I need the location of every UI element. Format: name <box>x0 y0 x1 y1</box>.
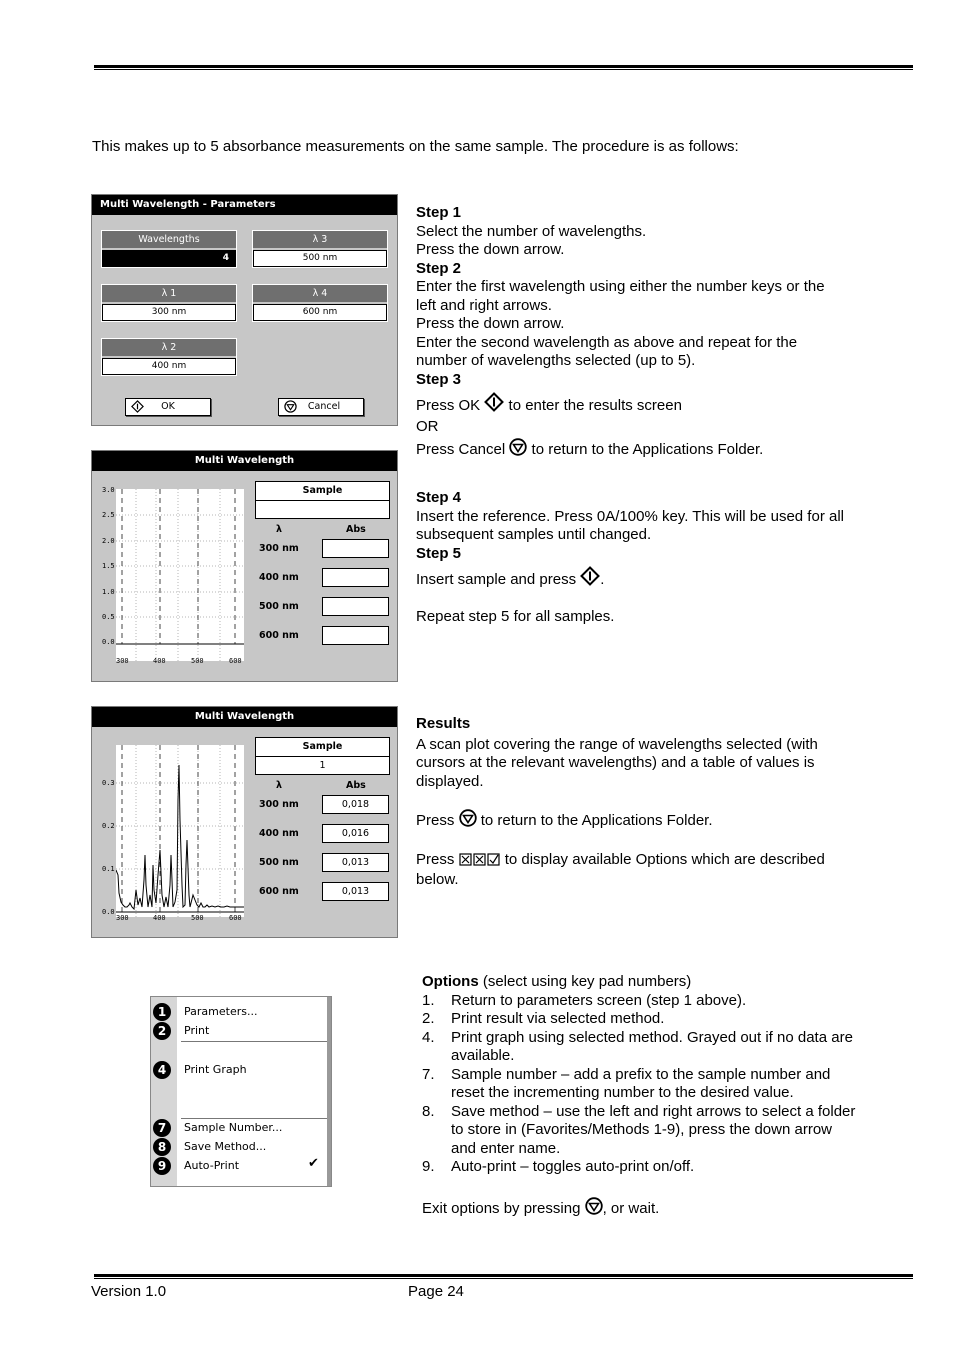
options-item-number: 8. <box>422 1102 435 1120</box>
params-screen-title: Multi Wavelength - Parameters <box>92 195 397 215</box>
cancel-button-label: Cancel <box>307 401 341 412</box>
results-options-pre: Press <box>416 850 455 868</box>
options-list-item <box>422 992 902 1011</box>
results-press-line <box>416 809 896 833</box>
repeat-line: Repeat step 5 for all samples. <box>416 607 615 625</box>
x-tick-label: 600 <box>229 657 242 665</box>
abs-column-header: Abs <box>346 524 366 535</box>
sample-value: 1 <box>319 760 326 771</box>
sample-value-box <box>255 756 390 775</box>
menu-item-parameters[interactable]: Parameters... <box>184 1005 258 1018</box>
menu-number-badge: 9 <box>153 1157 171 1175</box>
options-item-line: Sample number – add a prefix to the sample number and <box>451 1065 831 1083</box>
abs-column-header: Abs <box>346 780 366 791</box>
options-exit-post: , or wait. <box>602 1199 660 1217</box>
lambda1-label: λ 1 <box>102 285 236 302</box>
lambda1-input[interactable]: 300 nm <box>102 304 236 321</box>
y-tick-label: 0.2 <box>102 822 115 830</box>
x-tick-label: 600 <box>229 914 242 922</box>
sample-label: Sample <box>302 741 343 752</box>
menu-item-auto-print[interactable]: Auto-Print <box>184 1159 240 1172</box>
results-line: A scan plot covering the range of wavelengths selected (with <box>416 735 818 753</box>
step4-line: Insert the reference. Press 0A/100% key. This will be used for all <box>416 507 844 525</box>
options-item-number: 9. <box>422 1158 435 1175</box>
steps-4-5-text <box>416 489 896 626</box>
menu-number-badge: 2 <box>153 1022 171 1040</box>
menu-item-print[interactable]: Print <box>184 1024 210 1037</box>
options-checkbox-icon <box>459 853 501 872</box>
step2-title: Step 2 <box>416 259 462 277</box>
footer-page-number: Page 24 <box>408 1283 464 1300</box>
y-tick-label: 3.0 <box>102 486 115 494</box>
sample-label: Sample <box>302 485 343 496</box>
wavelength-label: 500 nm <box>259 601 299 612</box>
step1-title: Step 1 <box>416 204 462 221</box>
results-options-post2: below. <box>416 871 459 888</box>
wavelength-label: 400 nm <box>259 828 299 839</box>
options-item-line: to store in (Favorites/Methods 1-9), press the down arrow <box>451 1121 832 1138</box>
options-item-number: 4. <box>422 1028 435 1046</box>
abs-value-box: 0,016 <box>322 824 389 843</box>
step5-pre: Insert sample and press <box>416 571 577 588</box>
step3-cancel-pre: Press Cancel <box>416 441 506 458</box>
menu-number-badge: 1 <box>153 1003 171 1021</box>
step3-ok-post: to enter the results screen <box>508 397 682 414</box>
footer-rule-thin <box>94 1278 913 1279</box>
step3-or: OR <box>416 417 439 435</box>
menu-number-badge: 4 <box>153 1061 171 1079</box>
scan-plot <box>116 745 244 917</box>
options-item-line: Auto-print – toggles auto-print on/off. <box>451 1158 695 1175</box>
header-rule-thick <box>94 65 913 68</box>
wavelength-label: 600 nm <box>259 630 299 641</box>
y-tick-label: 0.1 <box>102 865 115 873</box>
options-item-number: 1. <box>422 991 435 1009</box>
x-tick-label: 500 <box>191 914 204 922</box>
lambda2-label: λ 2 <box>102 339 236 356</box>
ok-diamond-icon <box>484 392 504 418</box>
results-screen-title: Multi Wavelength <box>92 707 397 727</box>
y-tick-label: 1.0 <box>102 588 115 596</box>
menu-separator <box>181 1118 327 1119</box>
results-line: cursors at the relevant wavelengths) and a table of values is <box>416 754 815 771</box>
lambda2-input[interactable]: 400 nm <box>102 358 236 375</box>
cancel-stop-icon <box>459 809 477 833</box>
y-tick-label: 2.0 <box>102 537 115 545</box>
auto-print-check-icon: ✔ <box>308 1156 319 1171</box>
abs-value-box <box>322 568 389 587</box>
wavelengths-input[interactable]: 4 <box>102 250 236 267</box>
step2-line: Enter the second wavelength as above and repeat for the <box>416 333 798 351</box>
abs-value-box: 0,013 <box>322 853 389 872</box>
lambda4-input[interactable]: 600 nm <box>253 304 387 321</box>
options-list-item <box>422 1066 902 1103</box>
step5-title: Step 5 <box>416 544 462 562</box>
options-list-item <box>422 1010 902 1029</box>
x-tick-label: 500 <box>191 657 204 665</box>
menu-separator <box>181 1041 327 1042</box>
options-item-line: and enter name. <box>451 1139 561 1157</box>
menu-item-sample-number[interactable]: Sample Number... <box>184 1121 283 1134</box>
x-tick-label: 300 <box>116 657 129 665</box>
options-exit-line <box>422 1197 902 1221</box>
x-tick-label: 400 <box>153 657 166 665</box>
options-list-item <box>422 1103 902 1159</box>
intro-text: This makes up to 5 absorbance measurements on the same sample. The procedure is as follows: <box>92 138 739 155</box>
step2-line: Enter the first wavelength using either the number keys or the <box>416 278 825 295</box>
options-list-item <box>422 1158 902 1177</box>
step2-line: number of wavelengths selected (up to 5). <box>416 352 696 369</box>
options-exit-pre: Exit options by pressing <box>422 1199 581 1217</box>
options-list-item <box>422 1029 902 1066</box>
footer-rule-thick <box>94 1274 913 1277</box>
menu-item-print-graph[interactable]: Print Graph <box>184 1063 247 1076</box>
options-menu <box>150 996 332 1187</box>
options-text <box>422 973 902 1220</box>
wavelength-label: 300 nm <box>259 799 299 810</box>
y-tick-label: 0.0 <box>102 638 115 646</box>
step5-line <box>416 566 896 592</box>
abs-value-box <box>322 597 389 616</box>
step3-title: Step 3 <box>416 370 462 388</box>
results-options-line <box>416 851 896 872</box>
lambda3-label: λ 3 <box>253 231 387 248</box>
lambda3-input[interactable]: 500 nm <box>253 250 387 267</box>
step5-post: . <box>600 571 605 588</box>
x-tick-label: 400 <box>153 914 166 922</box>
x-tick-label: 300 <box>116 914 129 922</box>
options-item-line: reset the incrementing number to the desired value. <box>451 1084 794 1101</box>
step4-line: subsequent samples until changed. <box>416 526 652 543</box>
menu-number-badge: 8 <box>153 1138 171 1156</box>
params-screen <box>91 194 398 426</box>
step1-line: Select the number of wavelengths. <box>416 222 647 240</box>
results-screen <box>91 706 398 938</box>
step4-title: Step 4 <box>416 489 462 506</box>
step2-line: left and right arrows. <box>416 296 552 314</box>
menu-number-badge: 7 <box>153 1119 171 1137</box>
wavelength-label: 300 nm <box>259 543 299 554</box>
options-item-line: available. <box>451 1047 515 1064</box>
abs-value-box: 0,018 <box>322 795 389 814</box>
menu-edge <box>327 997 331 1186</box>
abs-value-box: 0,013 <box>322 882 389 901</box>
results-options-post: to display available Options which are described <box>504 850 825 868</box>
step3-cancel-post: to return to the Applications Folder. <box>531 441 764 458</box>
ok-button[interactable] <box>125 398 211 416</box>
y-tick-label: 2.5 <box>102 511 115 519</box>
sample-label-box <box>255 481 390 501</box>
y-tick-label: 0.5 <box>102 613 115 621</box>
step3-ok-line <box>416 392 896 418</box>
results-press-pre: Press <box>416 812 455 829</box>
ok-button-label: OK <box>161 401 175 412</box>
measure-screen <box>91 450 398 682</box>
steps-1-3-text <box>416 204 896 462</box>
options-subtitle: (select using key pad numbers) <box>482 973 692 990</box>
y-tick-label: 0.3 <box>102 779 115 787</box>
wavelength-label: 400 nm <box>259 572 299 583</box>
step2-line: Press the down arrow. <box>416 315 565 332</box>
options-title: Options <box>422 973 479 990</box>
options-heading <box>422 973 902 992</box>
ok-diamond-icon <box>580 566 600 592</box>
sample-value-box <box>255 500 390 519</box>
cancel-stop-icon <box>585 1197 603 1221</box>
results-text <box>416 715 896 890</box>
step1-line: Press the down arrow. <box>416 241 565 258</box>
options-item-line: Return to parameters screen (step 1 above). <box>451 991 747 1009</box>
wavelength-label: 500 nm <box>259 857 299 868</box>
cancel-button[interactable] <box>278 398 364 416</box>
measure-screen-title: Multi Wavelength <box>92 451 397 471</box>
wavelength-label: 600 nm <box>259 886 299 897</box>
results-press-post: to return to the Applications Folder. <box>480 812 713 829</box>
abs-value-box <box>322 626 389 645</box>
footer-version: Version 1.0 <box>91 1283 167 1300</box>
lambda-column-header: λ <box>276 780 283 791</box>
options-item-line: Print graph using selected method. Grayed out if no data are <box>451 1028 853 1046</box>
options-item-number: 7. <box>422 1065 435 1083</box>
menu-item-save-method[interactable]: Save Method... <box>184 1140 267 1153</box>
wavelengths-label: Wavelengths <box>102 231 236 248</box>
lambda4-label: λ 4 <box>253 285 387 302</box>
results-line: displayed. <box>416 772 484 790</box>
step3-ok-pre: Press OK <box>416 397 481 414</box>
y-tick-label: 0.0 <box>102 908 115 916</box>
options-item-line: Save method – use the left and right arrows to select a folder <box>451 1102 856 1120</box>
results-title: Results <box>416 715 471 732</box>
options-item-number: 2. <box>422 1010 435 1027</box>
options-item-line: Print result via selected method. <box>451 1010 665 1027</box>
cancel-stop-icon <box>509 438 527 462</box>
header-rule-thin <box>94 69 913 70</box>
y-tick-label: 1.5 <box>102 562 115 570</box>
lambda-column-header: λ <box>276 524 283 535</box>
sample-label-box <box>255 737 390 757</box>
options-list <box>422 992 902 1177</box>
abs-value-box <box>322 539 389 558</box>
step3-cancel-line <box>416 438 896 462</box>
empty-plot <box>116 489 244 661</box>
